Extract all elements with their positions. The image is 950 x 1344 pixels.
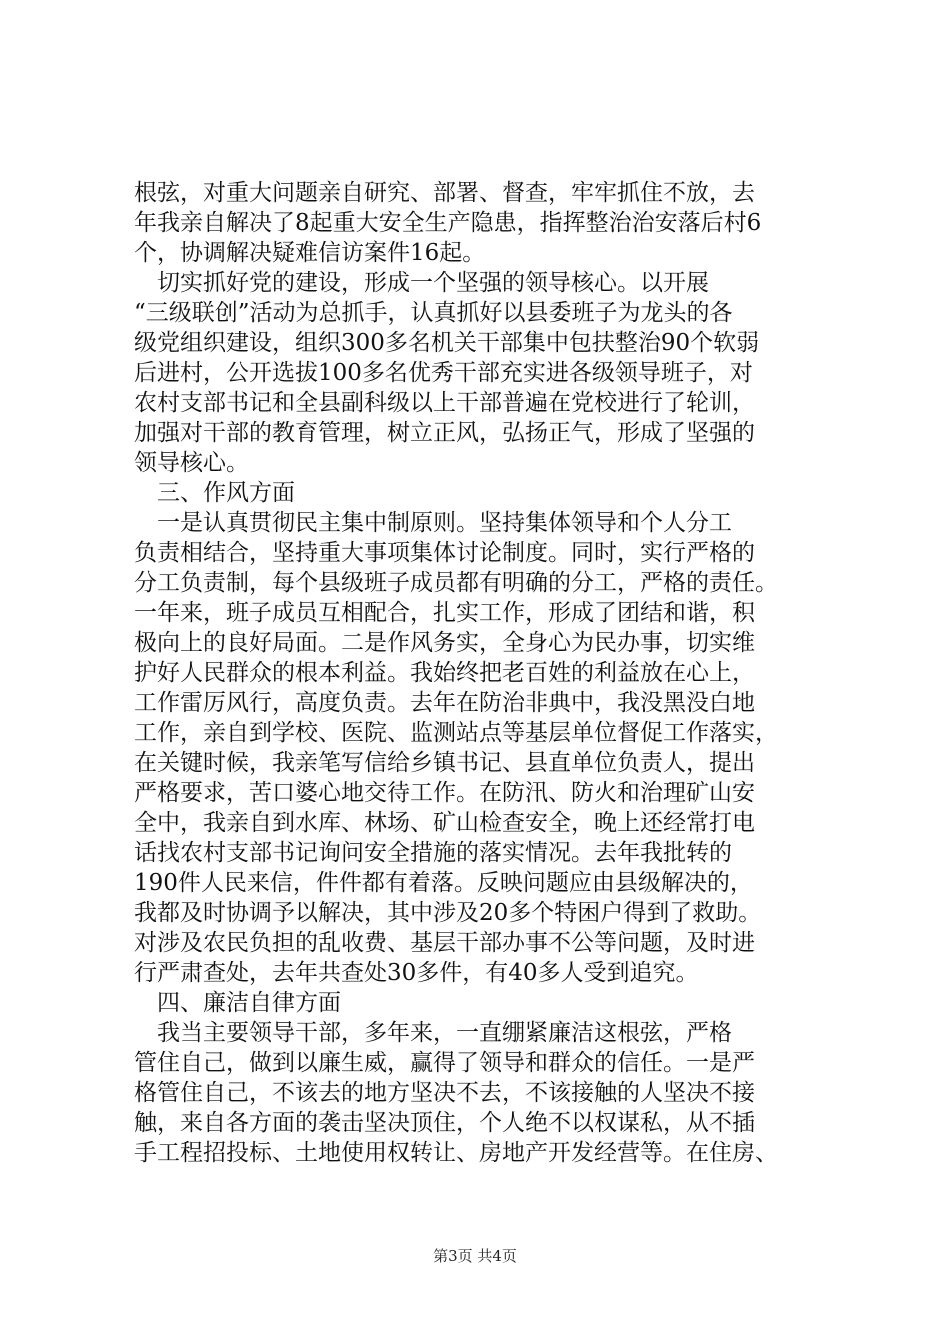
text-line: 我当主要领导干部，多年来，一直绷紧廉洁这根弦，严格 xyxy=(134,1020,732,1046)
text-line: 在关键时候，我亲笔写信给乡镇书记、县直单位负责人，提出 xyxy=(134,750,755,776)
text-line: 管住自己，做到以廉生威，赢得了领导和群众的信任。一是严 xyxy=(134,1050,755,1076)
text-line: 领导核心。 xyxy=(134,450,249,476)
text-line: 190件人民来信，件件都有着落。反映问题应由县级解决的， xyxy=(134,870,753,896)
text-line: 负责相结合，坚持重大事项集体讨论制度。同时，实行严格的 xyxy=(134,540,755,566)
text-line: 加强对干部的教育管理，树立正风，弘扬正气，形成了坚强的 xyxy=(134,420,755,446)
text-line: 一是认真贯彻民主集中制原则。坚持集体领导和个人分工 xyxy=(134,510,732,536)
text-line: 严格要求，苦口婆心地交待工作。在防汛、防火和治理矿山安 xyxy=(134,780,755,806)
text-line: 切实抓好党的建设，形成一个坚强的领导核心。以开展 xyxy=(134,270,709,296)
text-line: 根弦，对重大问题亲自研究、部署、督查，牢牢抓住不放，去 xyxy=(134,180,755,206)
text-line: 行严肃查处，去年共查处30多件，有40多人受到追究。 xyxy=(134,960,699,986)
text-line: 我都及时协调予以解决，其中涉及20多个特困户得到了救助。 xyxy=(134,900,762,926)
text-line: 全中，我亲自到水库、林场、矿山检查安全，晚上还经常打电 xyxy=(134,810,755,836)
text-line: 年我亲自解决了8起重大安全生产隐患，指挥整治治安落后村6 xyxy=(134,210,762,236)
text-line: 手工程招投标、土地使用权转让、房地产开发经营等。在住房、 xyxy=(134,1140,778,1166)
text-line: 分工负责制，每个县级班子成员都有明确的分工，严格的责任。 xyxy=(134,570,778,596)
document-body xyxy=(134,178,854,1168)
text-line: 个，协调解决疑难信访案件16起。 xyxy=(134,240,486,266)
page-footer: 第3页 共4页 xyxy=(433,1247,517,1265)
text-line: 后进村，公开选拔100多名优秀干部充实进各级领导班子，对 xyxy=(134,360,753,386)
text-line: 对涉及农民负担的乱收费、基层干部办事不公等问题，及时进 xyxy=(134,930,755,956)
text-line: 极向上的良好局面。二是作风务实，全身心为民办事，切实维 xyxy=(134,630,755,656)
text-line: 农村支部书记和全县副科级以上干部普遍在党校进行了轮训， xyxy=(134,390,755,416)
text-line: “三级联创”活动为总抓手，认真抓好以县委班子为龙头的各 xyxy=(134,300,733,326)
text-line: 四、廉洁自律方面 xyxy=(134,990,341,1016)
text-line: 话找农村支部书记询问安全措施的落实情况。去年我批转的 xyxy=(134,840,732,866)
text-line: 一年来，班子成员互相配合，扎实工作，形成了团结和谐，积 xyxy=(134,600,755,626)
text-line: 护好人民群众的根本利益。我始终把老百姓的利益放在心上， xyxy=(134,660,755,686)
text-line: 三、作风方面 xyxy=(134,480,295,506)
text-line: 触，来自各方面的袭击坚决顶住，个人绝不以权谋私，从不插 xyxy=(134,1110,755,1136)
text-line: 工作雷厉风行，高度负责。去年在防治非典中，我没黑没白地 xyxy=(134,690,755,716)
text-line: 格管住自己，不该去的地方坚决不去，不该接触的人坚决不接 xyxy=(134,1080,755,1106)
text-line: 工作，亲自到学校、医院、监测站点等基层单位督促工作落实， xyxy=(134,720,778,746)
text-line: 级党组织建设，组织300多名机关干部集中包扶整治90个软弱 xyxy=(134,330,760,356)
